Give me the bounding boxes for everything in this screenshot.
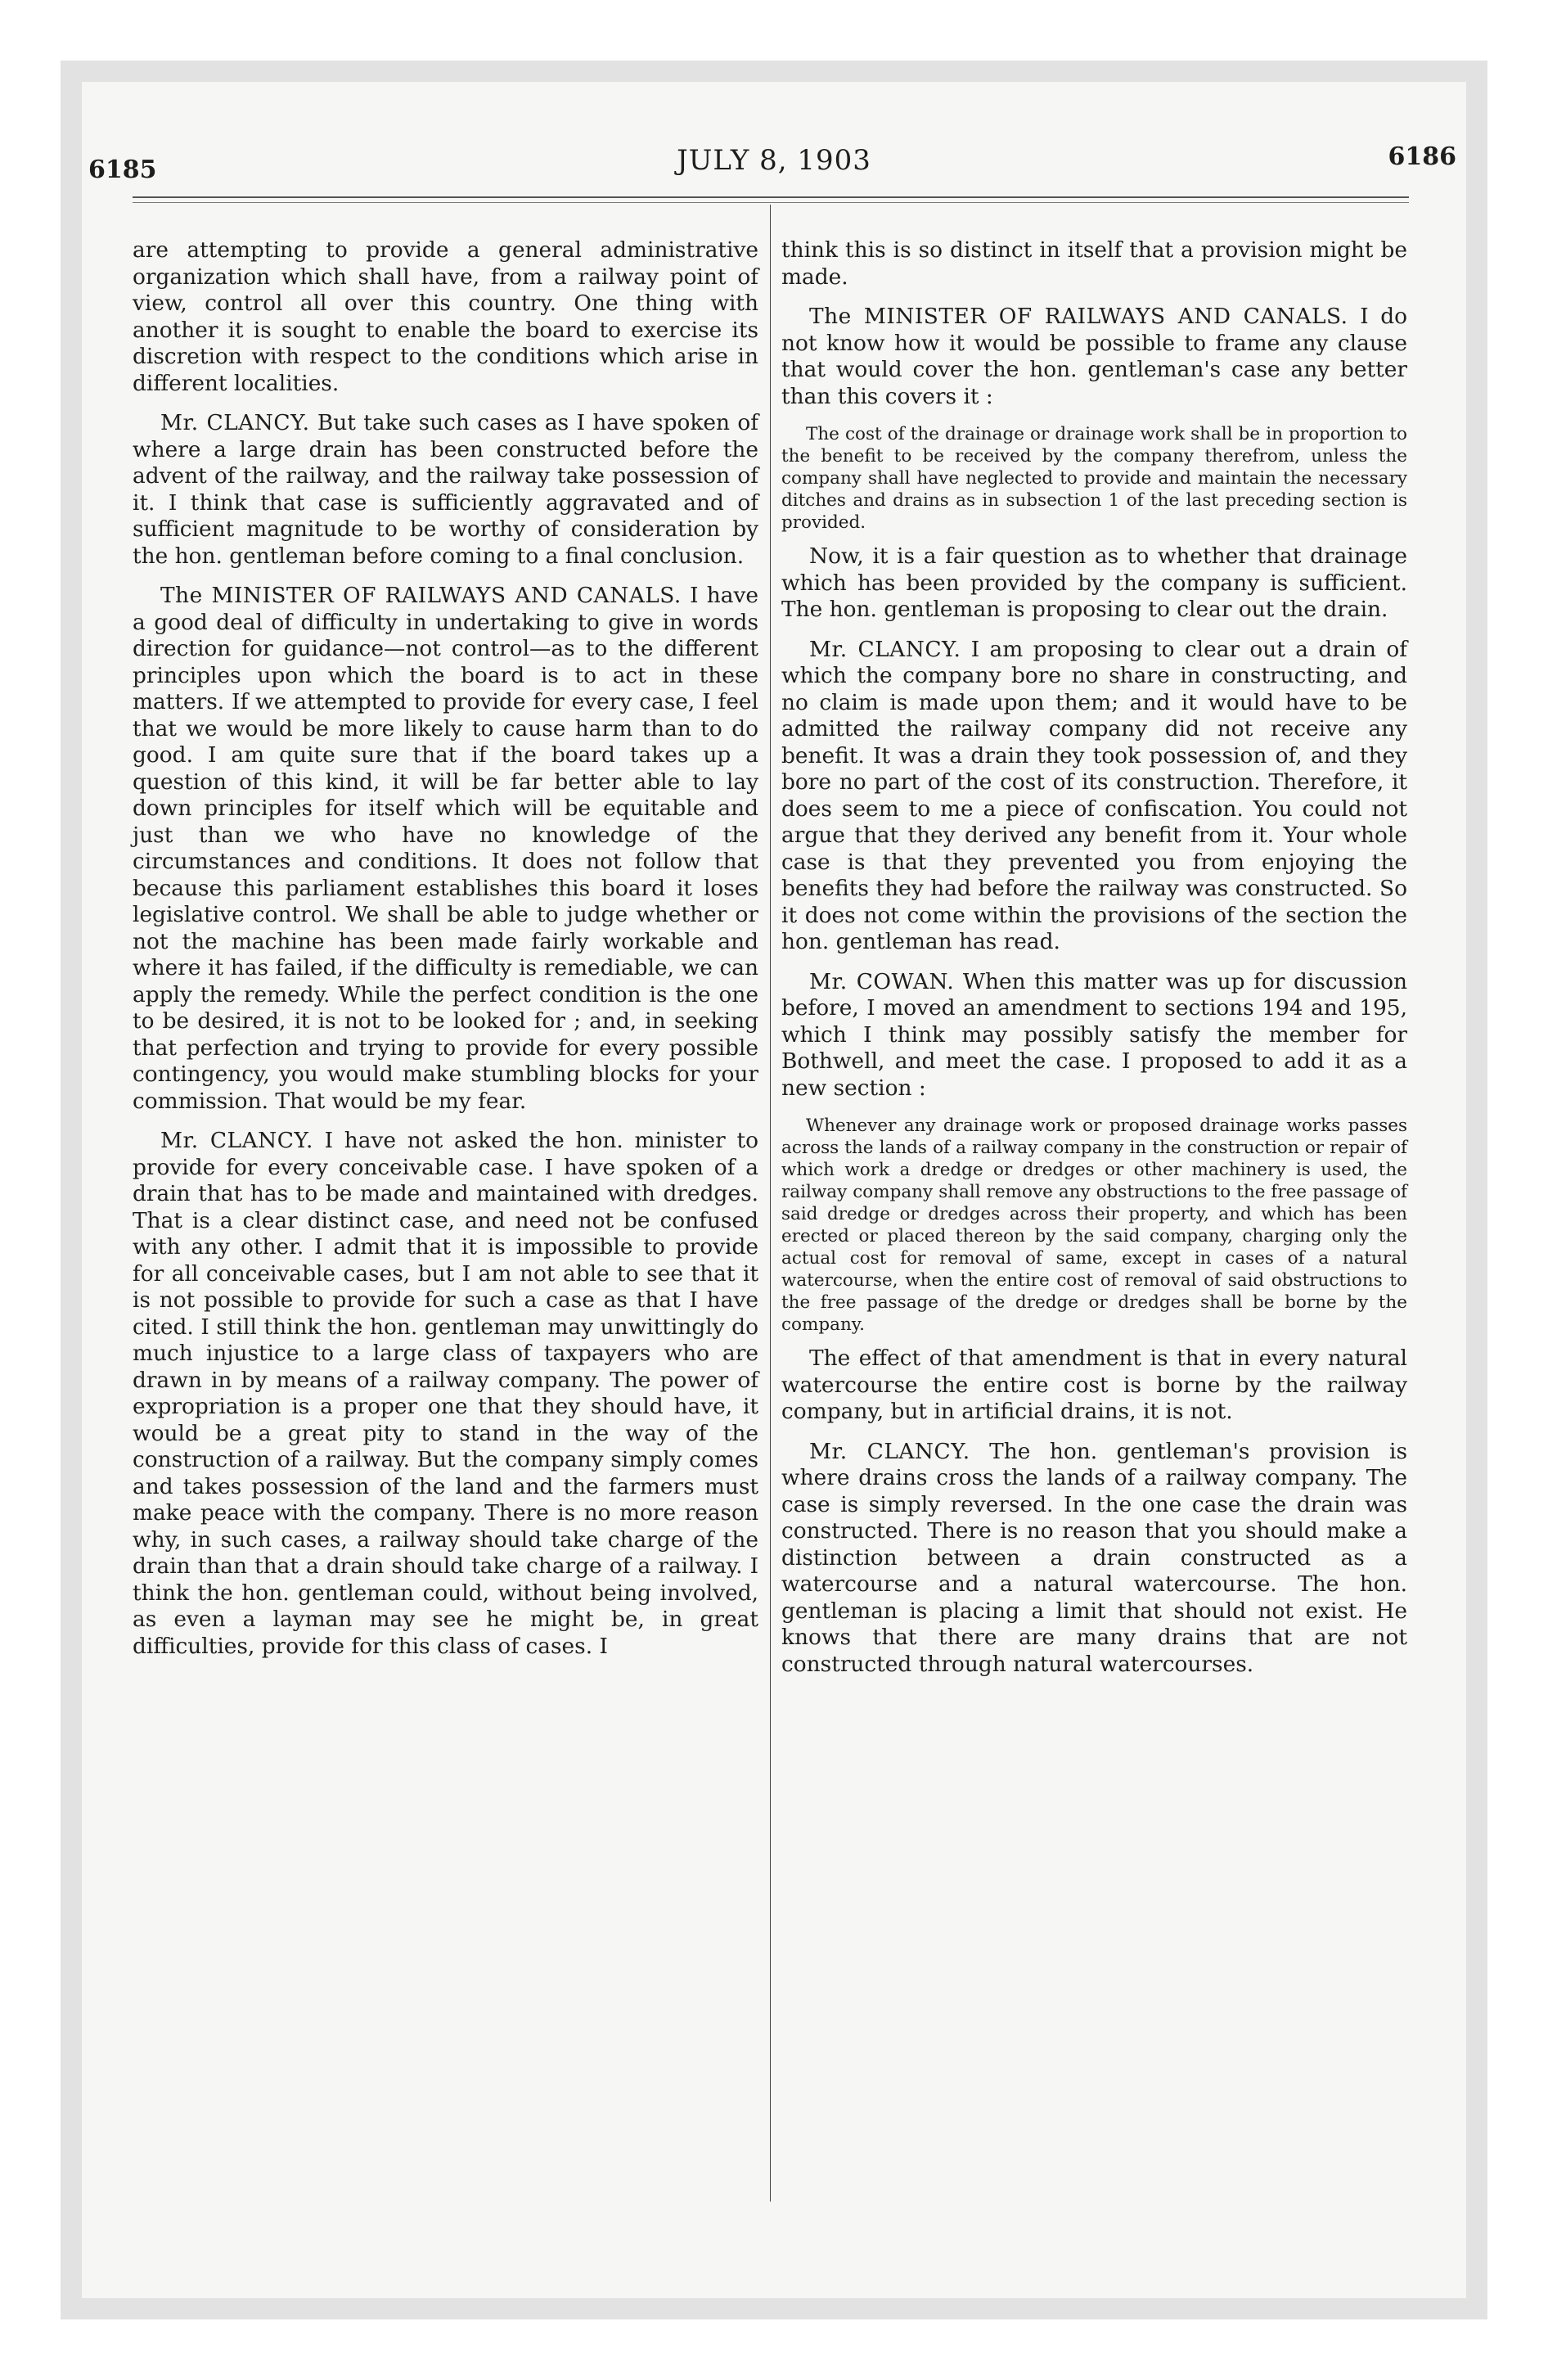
quoted-clause: Whenever any drainage work or proposed drainage works passes across the lands of a railway company in the construction or repair of which work a dredge or dredges or other machinery is used, the railway company shall remove any obstructions to the free passage of said dredge or dredges across their property, and which has been erected or placed thereon by the said company, charging only the actual cost for removal of same, except in cases of a natural watercourse, when the entire cost of removal of said obstructions to the free passage of the dredge or dredges shall be borne by the company. bbox=[781, 1116, 1407, 1335]
page-number-left: 6185 bbox=[88, 156, 157, 184]
speaker-name: The MINISTER OF RAILWAYS AND CANALS. bbox=[160, 583, 682, 608]
paragraph: think this is so distinct in itself that a provision might be made. bbox=[781, 237, 1407, 290]
paragraph bbox=[781, 1439, 1407, 1679]
paragraph bbox=[781, 969, 1407, 1102]
speech-text: The hon. gentleman's provision is where drains cross the lands of a railway company. The case is simply reversed. In the one case the drain was constructed. There is no reason that you should make a distinction between a drain constructed as a watercourse and a natural watercourse. The hon. gentleman is placing a limit that should not exist. He knows that there are many drains that are not constructed through natural watercourses. bbox=[781, 1438, 1407, 1677]
speaker-name: Mr. CLANCY. bbox=[809, 636, 961, 662]
paragraph: The effect of that amendment is that in every natural watercourse the entire cost is borne by the railway company, but in artificial drains, it is not. bbox=[781, 1346, 1407, 1424]
header-rule bbox=[133, 196, 1409, 198]
speech-text: When this matter was up for discussion before, I moved an amendment to sections 194 and 195, which I think may possibly satisfy the member for Bothwell, and meet the case. I proposed to add it as a new section : bbox=[781, 968, 1408, 1101]
paragraph bbox=[133, 1128, 758, 1660]
speaker-name: Mr. CLANCY. bbox=[809, 1438, 970, 1464]
paragraph bbox=[781, 637, 1407, 956]
quoted-clause: The cost of the drainage or drainage work shall be in proportion to the benefit to be received by the company therefrom, unless the company shall have neglected to provide and maintain the necessary ditches and drains as in subsection 1 of the last preceding section is provided. bbox=[781, 424, 1407, 533]
paragraph bbox=[781, 304, 1407, 410]
header-rule-thin bbox=[133, 202, 1409, 203]
paragraph bbox=[133, 583, 758, 1115]
speech-text: I am proposing to clear out a drain of which the company bore no share in constructing, and no claim is made upon them; and it would have to be admitted the railway company did not receive any benefit. It was a drain they took possession of, and they bore no part of the cost of its construction. Therefore, it does seem to me a piece of confiscation. You could not argue that they derived any benefit from it. Your whole case is that they prevented you from enjoying the benefits they had before the railway was constructed. So it does not come within the provisions of the section the hon. gentleman has read. bbox=[781, 636, 1407, 954]
paragraph bbox=[133, 410, 758, 570]
left-column bbox=[133, 237, 758, 1673]
paragraph: are attempting to provide a general administrative organization which shall have, from a railway point of view, control all over this country. One thing with another it is sought to enable the board to exercise its discretion with respect to the conditions which arise in different localities. bbox=[133, 237, 758, 396]
speaker-name: Mr. CLANCY. bbox=[160, 1128, 313, 1153]
speaker-name: The MINISTER OF RAILWAYS AND CANALS. bbox=[809, 304, 1348, 329]
page-header bbox=[82, 82, 1466, 213]
page bbox=[82, 82, 1466, 2298]
page-date: JULY 8, 1903 bbox=[677, 144, 871, 177]
speech-text: I have not asked the hon. minister to provide for every conceivable case. I have spoken of a drain that has to be made and maintained with dredges. That is a clear distinct case, and need not be confused with any other. I admit that it is impossible to provide for all conceivable cases, but I am not able to see that it is not possible to provide for such a case as that I have cited. I still think the hon. gentleman may unwittingly do much injustice to a large class of taxpayers who are drawn in by means of a railway company. The power of expropriation is a proper one that they should have, it would be a great pity to stand in the way of the construction of a railway. But the company simply comes and takes possession of the land and the farmers must make peace with the company. There is no more reason why, in such cases, a railway should take charge of the drain than that a drain should take charge of a railway. I think the hon. gentleman could, without being involved, as even a layman may see he might be, in great difficulties, provide for this class of cases. I bbox=[133, 1128, 759, 1659]
right-column bbox=[781, 237, 1407, 1691]
page-number-right: 6186 bbox=[1388, 142, 1456, 171]
column-divider bbox=[770, 205, 771, 2202]
speech-text: I do not know how it would be possible to frame any clause that would cover the hon. gentleman's case any better than this covers it : bbox=[781, 304, 1407, 409]
speaker-name: Mr. CLANCY. bbox=[160, 410, 310, 435]
speech-text: I have a good deal of difficulty in undertaking to give in words direction for guidance—not control—as to the different principles upon which the board is to act in these matters. If we attempted to provide for every case, I feel that we would be more likely to cause harm than to do good. I am quite sure that if the board takes up a question of this kind, it will be far better able to lay down principles for itself which will be equitable and just than we who have no knowledge of the circumstances and conditions. It does not follow that because this parliament establishes this board it loses legislative control. We shall be able to judge whether or not the machine has been made fairly workable and where it has failed, if the difficulty is remediable, we can apply the remedy. While the perfect condition is the one to be desired, it is not to be looked for ; and, in seeking that perfection and trying to provide for every possible contingency, you would make stumbling blocks for your commission. That would be my fear. bbox=[133, 583, 758, 1114]
speech-text: But take such cases as I have spoken of where a large drain has been constructed before the advent of the railway, and the railway take possession of it. I think that case is sufficiently aggravated and of sufficient magnitude to be worthy of consideration by the hon. gentleman before coming to a final conclusion. bbox=[133, 410, 758, 569]
paragraph: Now, it is a fair question as to whether that drainage which has been provided by the company is sufficient. The hon. gentleman is proposing to clear out the drain. bbox=[781, 543, 1407, 622]
speaker-name: Mr. COWAN. bbox=[809, 968, 955, 994]
